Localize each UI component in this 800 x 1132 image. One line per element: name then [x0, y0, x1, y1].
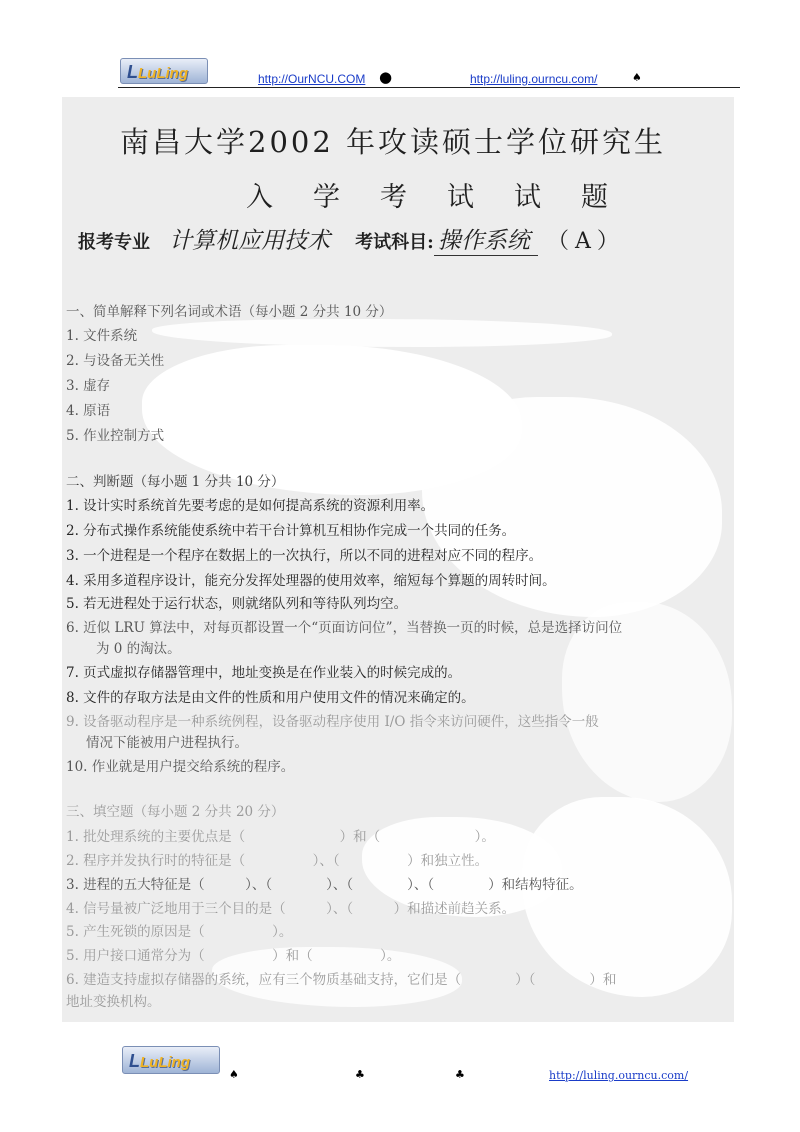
exam-subtitle: 入 学 考 试 试 题: [246, 182, 608, 213]
question: 5. 若无进程处于运行状态，则就绪队列和等待队列均空。: [66, 596, 408, 612]
header-rule: [118, 87, 740, 88]
section-3-heading: 三、填空题（每小题 2 分共 20 分）: [66, 804, 285, 820]
question: 6. 近似 LRU 算法中，对每页都设置一个“页面访问位”，当替换一页的时候，总是选择访问位: [66, 620, 623, 636]
ourncu-link[interactable]: http://OurNCU.COM: [258, 72, 366, 86]
question-continued: 情况下能被用户进程执行。: [86, 735, 248, 751]
version-mark: （A）: [546, 229, 625, 254]
link-marker-icon: ♠: [632, 71, 642, 84]
question-continued: 地址变换机构。: [66, 994, 161, 1010]
question: 10. 作业就是用户提交给系统的程序。: [66, 759, 295, 775]
question: 3. 虚存: [66, 378, 111, 394]
question: 2. 与设备无关性: [66, 353, 165, 369]
link-marker-icon: ●: [379, 68, 393, 86]
marker-icon: ♣: [455, 1068, 465, 1081]
question: 6. 建造支持虚拟存储器的系统，应有三个物质基础支持，它们是（ ）（ ）和: [66, 972, 617, 988]
question: 5. 作业控制方式: [66, 428, 165, 444]
footer-link[interactable]: http://luling.ourncu.com/: [549, 1069, 689, 1082]
question: 5. 产生死锁的原因是（ ）。: [66, 924, 293, 940]
major-label: 报考专业: [78, 232, 150, 253]
section-2-heading: 二、判断题（每小题 1 分共 10 分）: [66, 474, 285, 490]
question: 1. 文件系统: [66, 328, 138, 344]
question: 3. 进程的五大特征是（ ）、（ ）、（ ）、（ ）和结构特征。: [66, 877, 583, 893]
exam-meta: [78, 222, 625, 255]
luling-logo: LLuLing: [120, 58, 208, 84]
subject-label: 考试科目:: [355, 232, 434, 253]
question: 2. 程序并发执行时的特征是（ ）、（ ）和独立性。: [66, 853, 489, 869]
subject-value: 操作系统: [434, 228, 538, 256]
question: 1. 批处理系统的主要优点是（ ）和（ ）。: [66, 829, 495, 845]
marker-icon: ♣: [355, 1068, 365, 1081]
section-1-heading: 一、简单解释下列名词或术语（每小题 2 分共 10 分）: [66, 304, 393, 320]
question: 4. 采用多道程序设计，能充分发挥处理器的使用效率，缩短每个算题的周转时间。: [66, 573, 556, 589]
question: 8. 文件的存取方法是由文件的性质和用户使用文件的情况来确定的。: [66, 690, 475, 706]
question: 9. 设备驱动程序是一种系统例程，设备驱动程序使用 I/O 指令来访问硬件，这些指令一般: [66, 714, 599, 730]
major-value: 计算机应用技术: [169, 228, 331, 254]
marker-icon: ♠: [229, 1068, 239, 1081]
question: 5. 用户接口通常分为（ ）和（ ）。: [66, 948, 401, 964]
luling-link[interactable]: http://luling.ourncu.com/: [470, 72, 598, 86]
exam-title: 南昌大学2002 年攻读硕士学位研究生: [120, 125, 667, 159]
question: 7. 页式虚拟存储器管理中，地址变换是在作业装入的时候完成的。: [66, 665, 462, 681]
question: 2. 分布式操作系统能使系统中若干台计算机互相协作完成一个共同的任务。: [66, 523, 516, 539]
question: 4. 信号量被广泛地用于三个目的是（ ）、（ ）和描述前趋关系。: [66, 901, 516, 917]
question: 1. 设计实时系统首先要考虑的是如何提高系统的资源利用率。: [66, 498, 435, 514]
question: 4. 原语: [66, 403, 111, 419]
logo-text: LuLing: [140, 1054, 190, 1071]
question: 3. 一个进程是一个程序在数据上的一次执行，所以不同的进程对应不同的程序。: [66, 548, 543, 564]
luling-footer-logo: LLuLing: [122, 1046, 220, 1074]
logo-text: LuLing: [138, 65, 188, 82]
question-continued: 为 0 的淘汰。: [96, 641, 181, 657]
